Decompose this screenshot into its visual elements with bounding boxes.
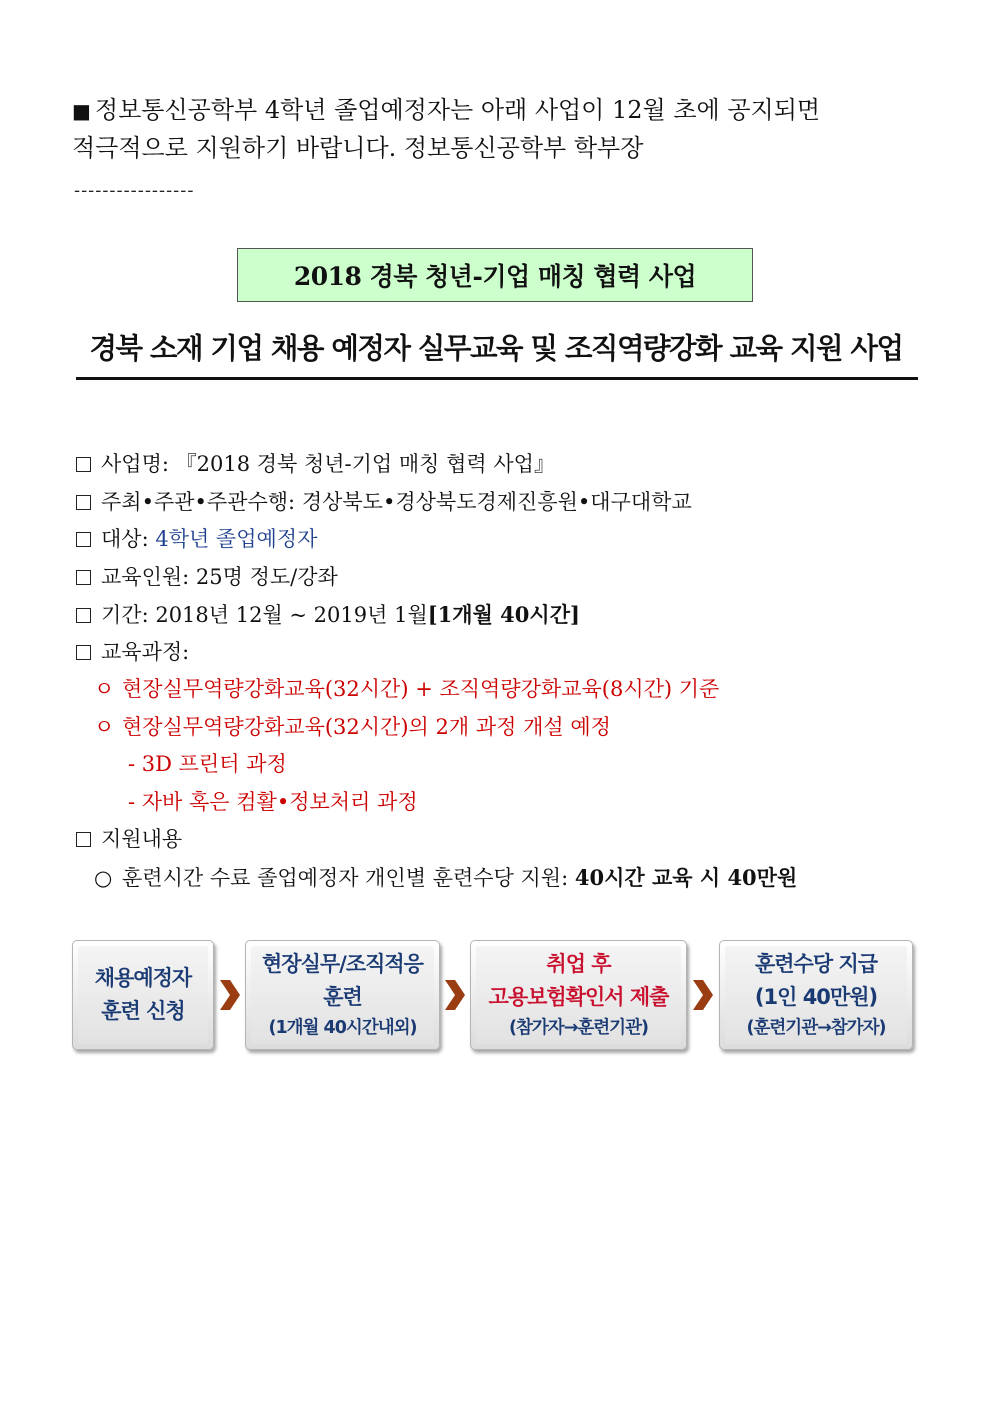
info-capacity: [72, 559, 952, 597]
info-label: 교육인원:: [101, 564, 196, 589]
checkbox-icon: [76, 832, 91, 847]
notice-text: [72, 92, 932, 167]
course-item: [72, 671, 952, 709]
course-item-text: 현장실무역량강화교육(32시간)의 2개 과정 개설 예정: [122, 714, 611, 739]
notice-line-2: 적극적으로 지원하기 바랍니다. 정보통신공학부 학부장: [72, 134, 644, 162]
info-course: [72, 634, 952, 672]
info-label: 교육과정:: [101, 639, 190, 664]
support-item: [72, 859, 952, 897]
process-flow: [72, 940, 914, 1054]
info-business-name: [72, 446, 952, 484]
chevron-right-icon: [443, 978, 467, 1012]
info-label: 주최•주관•주관수행:: [101, 489, 302, 514]
circle-bullet-icon: ○: [94, 865, 113, 890]
info-label: 기간:: [101, 603, 156, 627]
info-value: 경상북도•경상북도경제진흥원•대구대학교: [301, 489, 692, 514]
info-value: 『2018 경북 청년-기업 매칭 협력 사업』: [175, 452, 555, 476]
info-label: 대상:: [101, 527, 156, 551]
flow-step-line: (참가자→훈련기관): [509, 1018, 648, 1038]
program-title-box: [237, 248, 753, 302]
checkbox-icon: [76, 645, 91, 660]
flow-step-line: 채용예정자: [94, 966, 192, 990]
program-title: 2018 경북 청년-기업 매칭 협력 사업: [293, 262, 697, 291]
flow-step-line: 훈련 신청: [101, 999, 185, 1023]
flow-step-line: (훈련기관→참가자): [746, 1018, 886, 1038]
info-value: 4학년 졸업예정자: [155, 527, 318, 551]
course-item: [72, 709, 952, 747]
checkbox-icon: [76, 495, 91, 510]
info-value: 2018년 12월 ~ 2019년 1월: [155, 603, 428, 627]
course-item-text: 현장실무역량강화교육(32시간) + 조직역량강화교육(8시간) 기준: [122, 677, 720, 701]
flow-step-line: 고용보험확인서 제출: [488, 985, 669, 1009]
info-value: 25명 정도/강좌: [195, 564, 338, 589]
flow-step-line: (1개월 40시간내외): [268, 1018, 417, 1038]
square-bullet-icon: ■: [72, 99, 91, 123]
info-target: [72, 521, 952, 559]
flow-step-line: 취업 후: [546, 952, 611, 976]
info-list: [72, 446, 952, 896]
circle-bullet-icon: ㅇ: [94, 677, 115, 701]
flow-step-training: [245, 940, 440, 1050]
support-highlight: 40시간 교육 시 40만원: [574, 864, 798, 890]
flow-step-allowance: [719, 940, 913, 1050]
info-period: [72, 596, 952, 634]
info-label: 사업명:: [101, 452, 176, 476]
checkbox-icon: [76, 532, 91, 547]
flow-step-submit: [470, 940, 687, 1050]
course-subitem: - 3D 프린터 과정: [128, 752, 287, 776]
info-host: [72, 484, 952, 522]
period-highlight: [1개월 40시간]: [427, 602, 580, 627]
chevron-right-icon: [218, 978, 242, 1012]
flow-step-line: (1인 40만원): [754, 985, 878, 1009]
checkbox-icon: [76, 570, 91, 585]
flow-step-line: 훈련수당 지급: [754, 952, 878, 976]
course-subitem: - 자바 혹은 컴활•정보처리 과정: [128, 789, 418, 814]
info-label: 지원내용: [101, 827, 183, 851]
main-title: 경북 소재 기업 채용 예정자 실무교육 및 조직역량강화 교육 지원 사업: [89, 332, 903, 365]
flow-step-line: 훈련: [323, 985, 362, 1009]
chevron-right-icon: [691, 978, 715, 1012]
info-support: [72, 821, 952, 859]
dashed-separator: -----------------: [74, 180, 195, 201]
checkbox-icon: [76, 608, 91, 623]
support-text: 훈련시간 수료 졸업예정자 개인별 훈련수당 지원:: [122, 865, 575, 890]
notice-line-1: 정보통신공학부 4학년 졸업예정자는 아래 사업이 12월 초에 공지되면: [94, 96, 821, 124]
flow-step-line: 현장실무/조직적응: [262, 952, 423, 976]
circle-bullet-icon: ㅇ: [94, 714, 115, 739]
flow-step-apply: [72, 940, 214, 1050]
checkbox-icon: [76, 457, 91, 472]
title-underline: [76, 377, 918, 380]
